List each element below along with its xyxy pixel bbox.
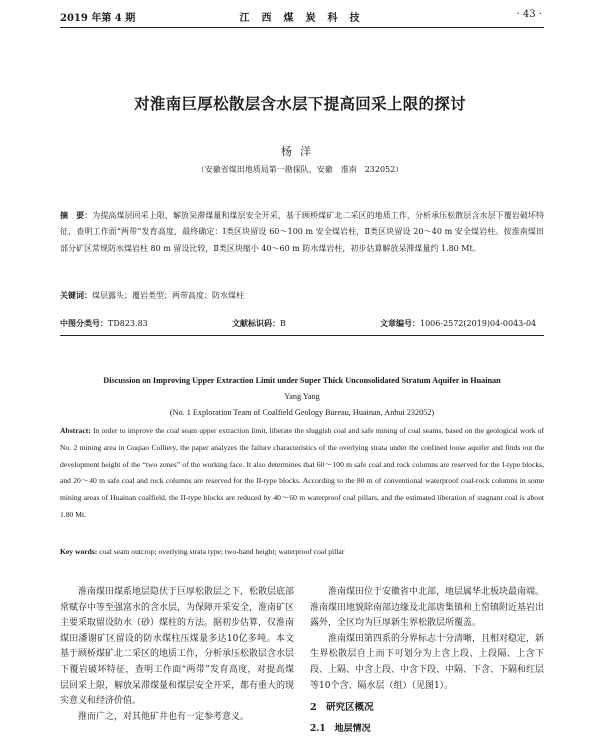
- article-number: 文章编号：1006-2572(2019)04-0043-04: [380, 318, 537, 328]
- separator-rule: [60, 335, 544, 336]
- english-author: Yang Yang: [284, 392, 320, 401]
- english-abstract-text: In order to improve the coal seam upper extraction limit, liberate the sluggish coal and safe mining of coal seams, based on the geological work of No. 2 mining area in Guqiao Colliery, the paper analyzes the failure characteristics of the overlying strata under the confined loose aquifer and finds out the development height of the “two zones” of the working face. It also determines that 60～100 m safe coal and rock columns are reserved for the I-type blocks, and 20～40 m safe coal and rock columns are reserved for the II-type blocks. According to the 80 m of conventional waterproof coal-rock columns in some mining areas of Huainan coalfield, the II-type blocks are reduced by 40～60 m waterproof coal pillars, and the estimated liberation of stagnant coal is about 1.80 Mt.: [60, 426, 544, 519]
- subsection-heading: 2.1 地层情况: [310, 723, 371, 734]
- clc-number: 中图分类号：TD823.83: [60, 318, 148, 328]
- english-affiliation: (No. 1 Exploration Team of Coalfield Geology Bureau, Huainan, Anhui 232052): [169, 408, 435, 417]
- section-heading: 2 研究区概况: [310, 702, 374, 714]
- keywords-cn-label: 关键词：: [60, 290, 92, 300]
- keywords-cn: [60, 287, 544, 304]
- keywords-cn-text: 煤层露头；覆岩类型；两带高度；防水煤柱: [92, 291, 244, 300]
- header-rule: [60, 27, 544, 28]
- english-keywords-text: coal seam outcrop; overlying strata type; two-hand height; waterproof coal pillar: [99, 547, 345, 556]
- body-right-column: [310, 585, 544, 737]
- abstract-cn-label: 摘 要：: [60, 210, 93, 220]
- author-affiliation: （安徽省煤田地质局第一勘探队，安徽 淮南 232052）: [196, 165, 404, 174]
- body-paragraph: 推而广之，对其他矿井也有一定参考意义。: [78, 711, 250, 722]
- body-left-column: [60, 585, 294, 725]
- article-title: 对淮南巨厚松散层含水层下提高回采上限的探讨: [134, 94, 466, 113]
- english-keywords: [60, 547, 544, 556]
- english-abstract: [60, 423, 544, 524]
- english-abstract-label: Abstract:: [60, 426, 91, 435]
- document-code: 文献标识码：B: [232, 318, 286, 328]
- author-name: 杨洋: [281, 145, 319, 158]
- english-title: Discussion on Improving Upper Extraction Limit under Super Thick Unconsolidated Stratum Aquifer in Huainan: [103, 376, 501, 385]
- abstract-cn-text: 为提高煤层回采上限，解放呆滞煤量和煤层安全开采，基于顾桥煤矿北二采区的地质工作，分析承压松散层含水层下覆岩破坏特征，查明工作面“两带”发育高度，最终确定：Ⅰ类区块留设 60～100 m 安全煤岩柱，Ⅱ类区块留设 20～40 m 安全煤岩柱。按淮南煤田部分矿区常规防水煤岩柱 80 m 留设比较，Ⅱ类区块缩小 40～60 m 防水煤岩柱，初步估算解放呆滞煤量约 1.80 Mt。: [60, 211, 545, 253]
- english-keywords-label: Key words:: [60, 547, 98, 556]
- abstract-cn: [60, 207, 544, 257]
- body-paragraph: 淮南煤田第四系的分界标志十分清晰，且相对稳定，新生界松散层自上而下可划分为上含上段、上段隔、上含下段、上隔、中含上段、中含下段、中隔、下含、下隔和红层等10个含、隔水层（组）（见图1）。: [310, 633, 545, 691]
- body-paragraph: 淮南煤田煤系地层隐伏于巨厚松散层之下，松散层底部常赋存中等至强富水的含水层，为保障开采安全，淮南矿区主要采取留设防水（砂）煤柱的方法。据初步估算，仅淮南煤田潘谢矿区留设的防水煤柱压煤量多达10亿多吨。本文基于顾桥煤矿北二采区的地质工作，分析承压松散层含水层下覆岩破坏特征，查明工作面“两带”发育高度，对提高煤层回采上限，解放呆滞煤量和煤层安全开采，都有重大的现实意义和经济价值。: [60, 587, 295, 707]
- issue-label: 2019 年第 4 期: [60, 13, 136, 24]
- page-number: · 43 ·: [516, 9, 542, 20]
- journal-name: 江 西 煤 炭 科 技: [239, 13, 361, 24]
- body-paragraph: 淮南煤田位于安徽省中北部，地层属华北板块最南端。淮南煤田地貌除南部边缘及北部唐集镇和上窑镇附近基岩出露外，全区均为巨厚新生界松散层所覆盖。: [310, 587, 545, 629]
